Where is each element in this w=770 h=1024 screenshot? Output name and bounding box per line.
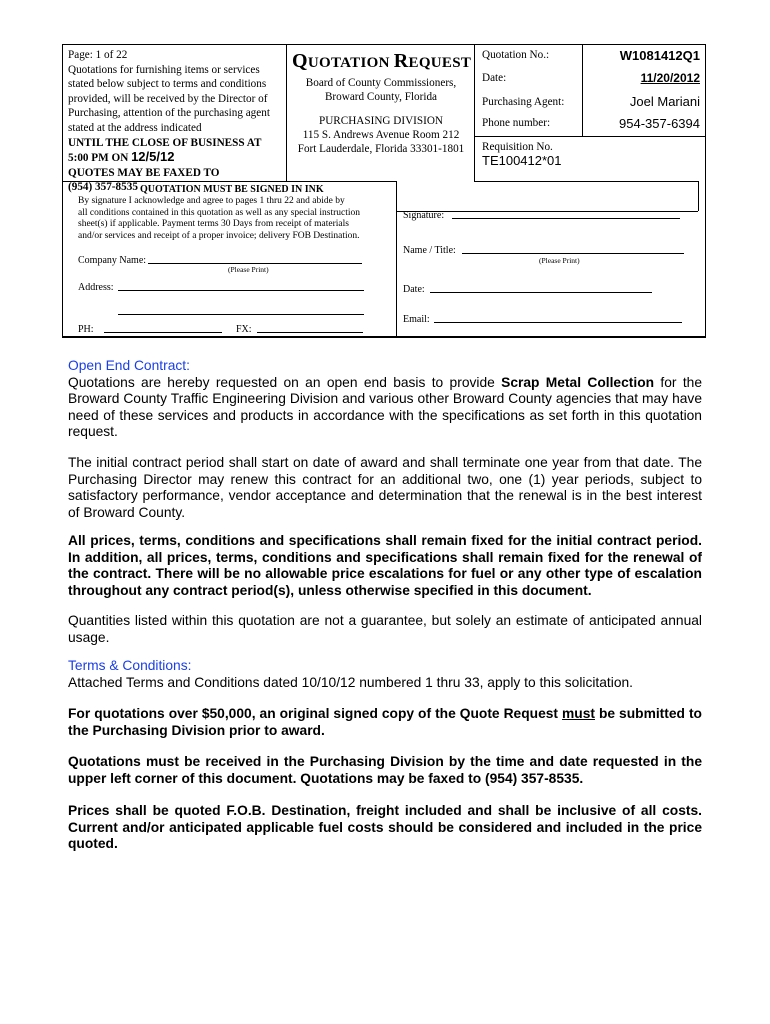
address-field-2[interactable] <box>118 314 364 315</box>
address-line-2: Fort Lauderdale, Florida 33301-1801 <box>297 143 465 155</box>
intro-line-3: provided, will be received by the Director of <box>68 92 268 105</box>
address-label: Address: <box>78 282 114 293</box>
name-title-label: Name / Title: <box>403 245 456 256</box>
fax-field[interactable] <box>257 332 363 333</box>
divider-right-bottom <box>474 181 698 182</box>
due-time: 5:00 PM ON <box>68 152 129 165</box>
fax-number: (954) 357-8535 <box>68 181 138 194</box>
terms-section <box>68 658 702 691</box>
open-end-section <box>68 358 702 441</box>
acknowledgement-text <box>78 196 390 243</box>
paragraph-quantities: Quantities listed within this quotation are not a guarantee, but solely an estimate of anticipated annual usage. <box>68 613 702 645</box>
document-title: QUOTATION REQUEST <box>292 50 472 72</box>
divider-left-center <box>286 44 287 181</box>
intro-line-2: stated below subject to terms and conditions <box>68 78 267 91</box>
intro-line-4: Purchasing, attention of the purchasing agent <box>68 107 270 120</box>
division-name: PURCHASING DIVISION <box>318 115 443 127</box>
name-please-print: (Please Print) <box>539 256 580 265</box>
requisition-value: TE100412*01 <box>482 153 562 168</box>
signature-field[interactable] <box>452 218 680 219</box>
email-field[interactable] <box>434 322 682 323</box>
ack-line-4: and/or services and receipt of a proper invoice; delivery FOB Destination. <box>78 231 360 242</box>
date-label: Date: <box>482 72 507 84</box>
paragraph-receipt-deadline: Quotations must be received in the Purchasing Division by the time and date requested in the upper left corner of this document. Quotations may be faxed to (954) 357-8535. <box>68 754 702 786</box>
board-line-1: Board of County Commissioners, <box>305 77 457 89</box>
address-line-1: 115 S. Andrews Avenue Room 212 <box>302 129 460 141</box>
date-value: 11/20/2012 <box>640 71 700 85</box>
divider-center-right <box>474 44 475 181</box>
company-name-field[interactable] <box>148 263 362 264</box>
requisition-label: Requisition No. <box>482 141 553 153</box>
purchasing-agent-label: Purchasing Agent: <box>482 96 565 108</box>
terms-heading: Terms & Conditions: <box>68 658 192 673</box>
phone-number-value: 954-357-6394 <box>619 116 700 131</box>
divider-signature-right <box>396 181 397 337</box>
fax-notice: QUOTES MAY BE FAXED TO <box>68 166 220 179</box>
paragraph-over-50000: For quotations over $50,000, an original signed copy of the Quote Request must be submitted to the Purchasing Division prior to award. <box>68 706 702 738</box>
frame-left <box>62 44 63 337</box>
company-name-label: Company Name: <box>78 255 147 266</box>
board-line-2: Broward County, Florida <box>324 91 438 103</box>
service-name: Scrap Metal Collection <box>501 374 655 390</box>
ack-line-1: By signature I acknowledge and agree to pages 1 thru 22 and abide by <box>78 196 345 206</box>
signature-label: Signature: <box>403 210 445 221</box>
header-center-block <box>292 50 470 156</box>
phone-label: PH: <box>78 324 94 335</box>
header-left-block <box>68 48 283 195</box>
must-emphasis: must <box>562 706 595 721</box>
divider-requisition <box>474 136 705 137</box>
due-line <box>68 150 283 166</box>
phone-number-label: Phone number: <box>482 117 551 129</box>
paragraph-fob: Prices shall be quoted F.O.B. Destination, freight included and shall be inclusive of all costs. Current and/or anticipated applicable fuel costs should be considered and included in the price quoted. <box>68 803 702 852</box>
fax-label: FX: <box>236 324 252 335</box>
ack-line-3: sheet(s) if applicable. Payment terms 30 Days from receipt of materials <box>78 219 349 230</box>
address-field-1[interactable] <box>118 290 364 291</box>
divider-right-small <box>698 181 699 211</box>
open-end-heading: Open End Contract: <box>68 358 190 373</box>
divider-right-vertical <box>582 44 583 136</box>
quotation-no-value: W1081412Q1 <box>619 48 700 63</box>
paragraph-fixed-prices: All prices, terms, conditions and specifications shall remain fixed for the initial contract period. In addition, all prices, terms, conditions and specifications shall remain fixed for the renewal of the contract. There will be no allowable price escalations for fuel or any other type of escalation throughout any contract period(s), unless otherwise specified in this document. <box>68 533 702 598</box>
intro-line-5: stated at the address indicated <box>68 121 202 134</box>
quotation-no-label: Quotation No.: <box>482 49 550 61</box>
phone-field[interactable] <box>104 332 222 333</box>
paragraph-contract-period: The initial contract period shall start on date of award and shall terminate one year from that date. The Purchasing Director may renew this contract for an additional two, one (1) year periods, subject to satisfactory performance, vendor acceptance and determination that the renewal is in the best interest of Broward County. <box>68 455 702 520</box>
purchasing-agent-value: Joel Mariani <box>629 94 700 109</box>
paragraph-terms: Attached Terms and Conditions dated 10/10/12 numbered 1 thru 33, apply to this solicitation. <box>68 674 634 690</box>
frame-bottom <box>62 336 706 338</box>
date-sign-label: Date: <box>403 284 425 295</box>
until-close-text: UNTIL THE CLOSE OF BUSINESS AT <box>68 136 262 149</box>
intro-line-1: Quotations for furnishing items or services <box>68 63 260 76</box>
email-label: Email: <box>403 314 430 325</box>
page-count: Page: 1 of 22 <box>68 49 128 61</box>
company-please-print: (Please Print) <box>228 265 269 274</box>
signature-heading: QUOTATION MUST BE SIGNED IN INK <box>140 184 324 195</box>
due-date: 12/5/12 <box>131 149 175 165</box>
frame-right <box>705 44 706 337</box>
date-sign-field[interactable] <box>430 292 652 293</box>
frame-top <box>62 44 706 45</box>
paragraph-open-end: Quotations are hereby requested on an open end basis to provide Scrap Metal Collection for the Broward County Traffic Engineering Division and various other Broward County agencies that may have need of these services and products in accordance with the specifications as set forth in this quotation request. <box>68 374 703 440</box>
ack-line-2: all conditions contained in this quotation as well as any special instruction <box>78 207 361 218</box>
name-title-field[interactable] <box>462 253 684 254</box>
